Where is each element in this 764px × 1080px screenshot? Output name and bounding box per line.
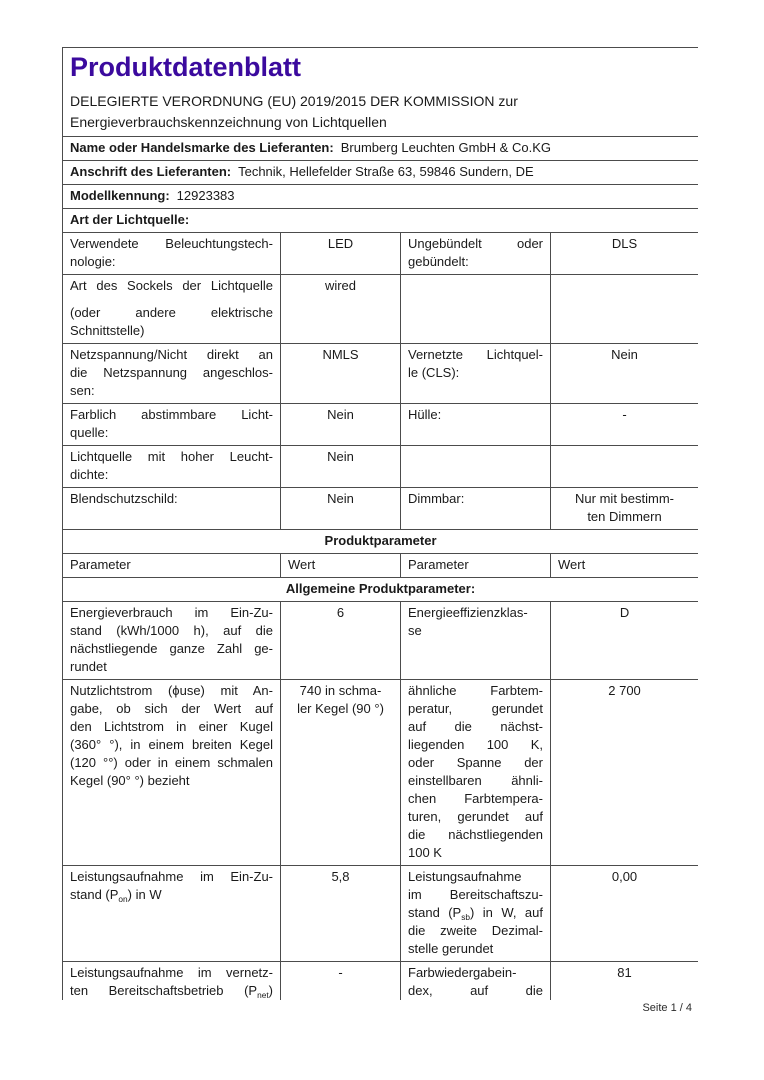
model-id-value: 12923383 <box>176 188 235 203</box>
model-id-cell <box>63 185 699 209</box>
parameter-label-cell <box>401 275 551 344</box>
supplier-address-cell <box>63 161 699 185</box>
value-cell: 5,8 <box>281 866 401 962</box>
page-number: Seite 1 / 4 <box>642 1002 692 1014</box>
light-source-type-cell <box>63 209 699 233</box>
supplier-name-row <box>63 137 699 161</box>
general-parameters-header-row <box>63 578 699 602</box>
light-source-type-label: Art der Lichtquelle: <box>70 212 190 227</box>
parameter-label-cell: Verwendete Beleuchtungstech- nologie: <box>63 233 281 275</box>
title-block <box>63 48 699 137</box>
parameter-label-cell: Lichtquelle mit hoher Leucht- dichte: <box>63 446 281 488</box>
general-parameters-header: Allgemeine Produktparameter: <box>63 578 699 602</box>
page-title: Produktdatenblatt <box>70 52 302 82</box>
parameter-label-cell: Vernetzte Lichtquel- le (CLS): <box>401 344 551 404</box>
model-id-row <box>63 185 699 209</box>
table-row <box>63 602 699 680</box>
value-cell: D <box>551 602 699 680</box>
parameter-label-cell: Farbwiedergabein- dex, auf die <box>401 962 551 1001</box>
product-parameters-header: Produktparameter <box>63 530 699 554</box>
value-cell: LED <box>281 233 401 275</box>
product-parameters-header-row <box>63 530 699 554</box>
parameter-label-cell: Energieeffizienzklas- se <box>401 602 551 680</box>
value-cell: Nein <box>281 488 401 530</box>
value-cell: 2 700 <box>551 680 699 866</box>
value-cell: 6 <box>281 602 401 680</box>
supplier-address-value: Technik, Hellefelder Straße 63, 59846 Sundern, DE <box>238 164 534 179</box>
datasheet-page <box>62 47 698 1000</box>
value-cell: 0,00 <box>551 866 699 962</box>
parameter-label-cell: Netzspannung/Nicht direkt an die Netzspannung angeschlos- sen: <box>63 344 281 404</box>
column-header-wert-1: Wert <box>281 554 401 578</box>
parameter-label-cell: Hülle: <box>401 404 551 446</box>
table-row <box>63 680 699 866</box>
value-cell: Nein <box>551 344 699 404</box>
parameter-label-cell: Ungebündelt oder gebündelt: <box>401 233 551 275</box>
supplier-name-label: Name oder Handelsmarke des Lieferanten: <box>70 140 334 155</box>
value-cell: NMLS <box>281 344 401 404</box>
value-cell: 740 in schma- ler Kegel (90 °) <box>281 680 401 866</box>
value-cell: wired <box>281 275 401 344</box>
value-cell: Nein <box>281 404 401 446</box>
table-row <box>63 404 699 446</box>
table-row <box>63 446 699 488</box>
parameter-label-cell: ähnliche Farbtem- peratur, gerundet auf die nächst- liegenden 100 K, oder Spanne der einstellbaren ähnli- chen Farbtempera- turen, gerundet auf die nächstliegenden 100 K <box>401 680 551 866</box>
parameter-label-cell: Leistungsaufnahme im vernetz- ten Bereitschaftsbetrieb $(P_{net})$ <box>63 962 281 1001</box>
parameter-label-cell: Leistungsaufnahme im Ein-Zu- stand $(P_{on})$ in W <box>63 866 281 962</box>
parameter-label-cell: Nutzlichtstrom (ϕuse) mit An- gabe, ob sich der Wert auf den Lichtstrom in einer Kugel (360° °), in einem breiten Kegel (120 °°) oder in einem schmalen Kegel (90° °) bezieht <box>63 680 281 866</box>
table-row <box>63 866 699 962</box>
table-row <box>63 233 699 275</box>
model-id-label: Modellkennung: <box>70 188 170 203</box>
light-source-type-row <box>63 209 699 233</box>
value-cell: Nur mit bestimm- ten Dimmern <box>551 488 699 530</box>
value-cell: - <box>551 404 699 446</box>
title-row <box>63 48 699 137</box>
table-row <box>63 962 699 1001</box>
parameter-label-cell: Blendschutzschild: <box>63 488 281 530</box>
table-row <box>63 275 699 344</box>
supplier-address-row <box>63 161 699 185</box>
supplier-name-value: Brumberg Leuchten GmbH & Co.KG <box>340 140 551 155</box>
parameter-label-cell <box>401 446 551 488</box>
parameter-label-cell: Dimmbar: <box>401 488 551 530</box>
product-data-table <box>62 47 698 1000</box>
value-cell <box>551 446 699 488</box>
column-header-row <box>63 554 699 578</box>
supplier-name-cell <box>63 137 699 161</box>
table-row <box>63 344 699 404</box>
table-row <box>63 488 699 530</box>
column-header-parameter-1: Parameter <box>63 554 281 578</box>
column-header-wert-2: Wert <box>551 554 699 578</box>
column-header-parameter-2: Parameter <box>401 554 551 578</box>
parameter-label-cell: Farblich abstimmbare Licht- quelle: <box>63 404 281 446</box>
parameter-label-cell: Leistungsaufnahme im Bereitschaftszu- stand $(P_{sb})$ in W, auf die zweite Dezimal- stelle gerundet <box>401 866 551 962</box>
regulation-subtitle-line1: DELEGIERTE VERORDNUNG (EU) 2019/2015 DER KOMMISSION zur <box>70 93 518 109</box>
supplier-address-label: Anschrift des Lieferanten: <box>70 164 232 179</box>
value-cell: DLS <box>551 233 699 275</box>
value-cell <box>551 275 699 344</box>
parameter-label-cell: Energieverbrauch im Ein-Zu- stand (kWh/1000 h), auf die nächstliegende ganze Zahl ge- rundet <box>63 602 281 680</box>
parameter-label-cell: Art des Sockels der Lichtquelle (oder andere elektrische Schnittstelle) <box>63 275 281 344</box>
value-cell: 81 <box>551 962 699 1001</box>
value-cell: Nein <box>281 446 401 488</box>
value-cell: - <box>281 962 401 1001</box>
regulation-subtitle-line2: Energieverbrauchskennzeichnung von Lichtquellen <box>70 114 387 130</box>
